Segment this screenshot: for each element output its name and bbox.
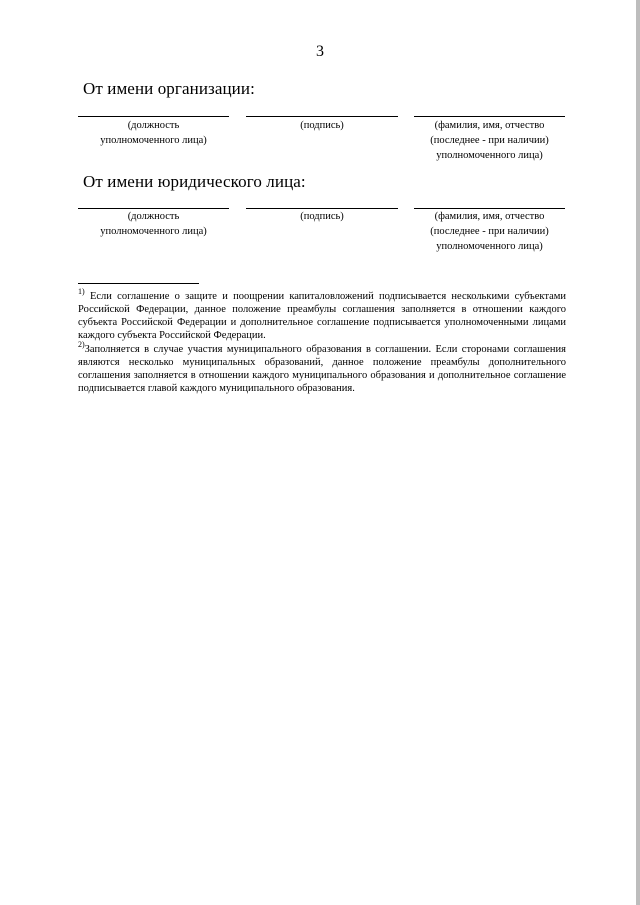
organization-section-title: От имени организации: (83, 79, 255, 98)
page-edge (636, 0, 640, 905)
footnote-separator (78, 283, 199, 284)
page-number: 3 (316, 43, 324, 60)
footnote-2 (78, 340, 566, 395)
footnote-1-text: Если соглашение о защите и поощрении капиталовложений подписывается несколькими субъектами Российской Федерации, данное положение преамбулы соглашения заполняется в отношении каждого субъекта Российской Федерации и дополнительное соглашение подписывается уполномоченными лицами каждого субъекта Российской Федерации. (78, 291, 567, 341)
footnote-2-text: Заполняется в случае участия муниципального образования в соглашении. Если сторонами соглашения являются несколько муниципальных образований, данное положение преамбулы дополнительного соглашения заполняется в отношении каждого муниципального образования и дополнительное соглашение подписывается главой каждого муниципального образования. (78, 344, 566, 394)
organization-position-caption: (должность уполномоченного лица) (100, 120, 207, 146)
footnote-2-mark: 2) (78, 340, 85, 349)
organization-signature-line[interactable] (246, 116, 398, 117)
legal-entity-section-title: От имени юридического лица: (83, 172, 306, 191)
legal-entity-name-caption: (фамилия, имя, отчество (последнее - при наличии) уполномоченного лица) (430, 211, 549, 252)
legal-entity-position-caption: (должность уполномоченного лица) (100, 211, 207, 237)
footnote-1 (78, 287, 567, 342)
organization-name-line[interactable] (414, 116, 565, 117)
footnote-1-mark: 1) (78, 287, 85, 296)
organization-signature-caption: (подпись) (300, 120, 344, 131)
legal-entity-signature-caption: (подпись) (300, 211, 344, 222)
organization-name-caption: (фамилия, имя, отчество (последнее - при наличии) уполномоченного лица) (430, 120, 549, 161)
organization-position-line[interactable] (78, 116, 229, 117)
